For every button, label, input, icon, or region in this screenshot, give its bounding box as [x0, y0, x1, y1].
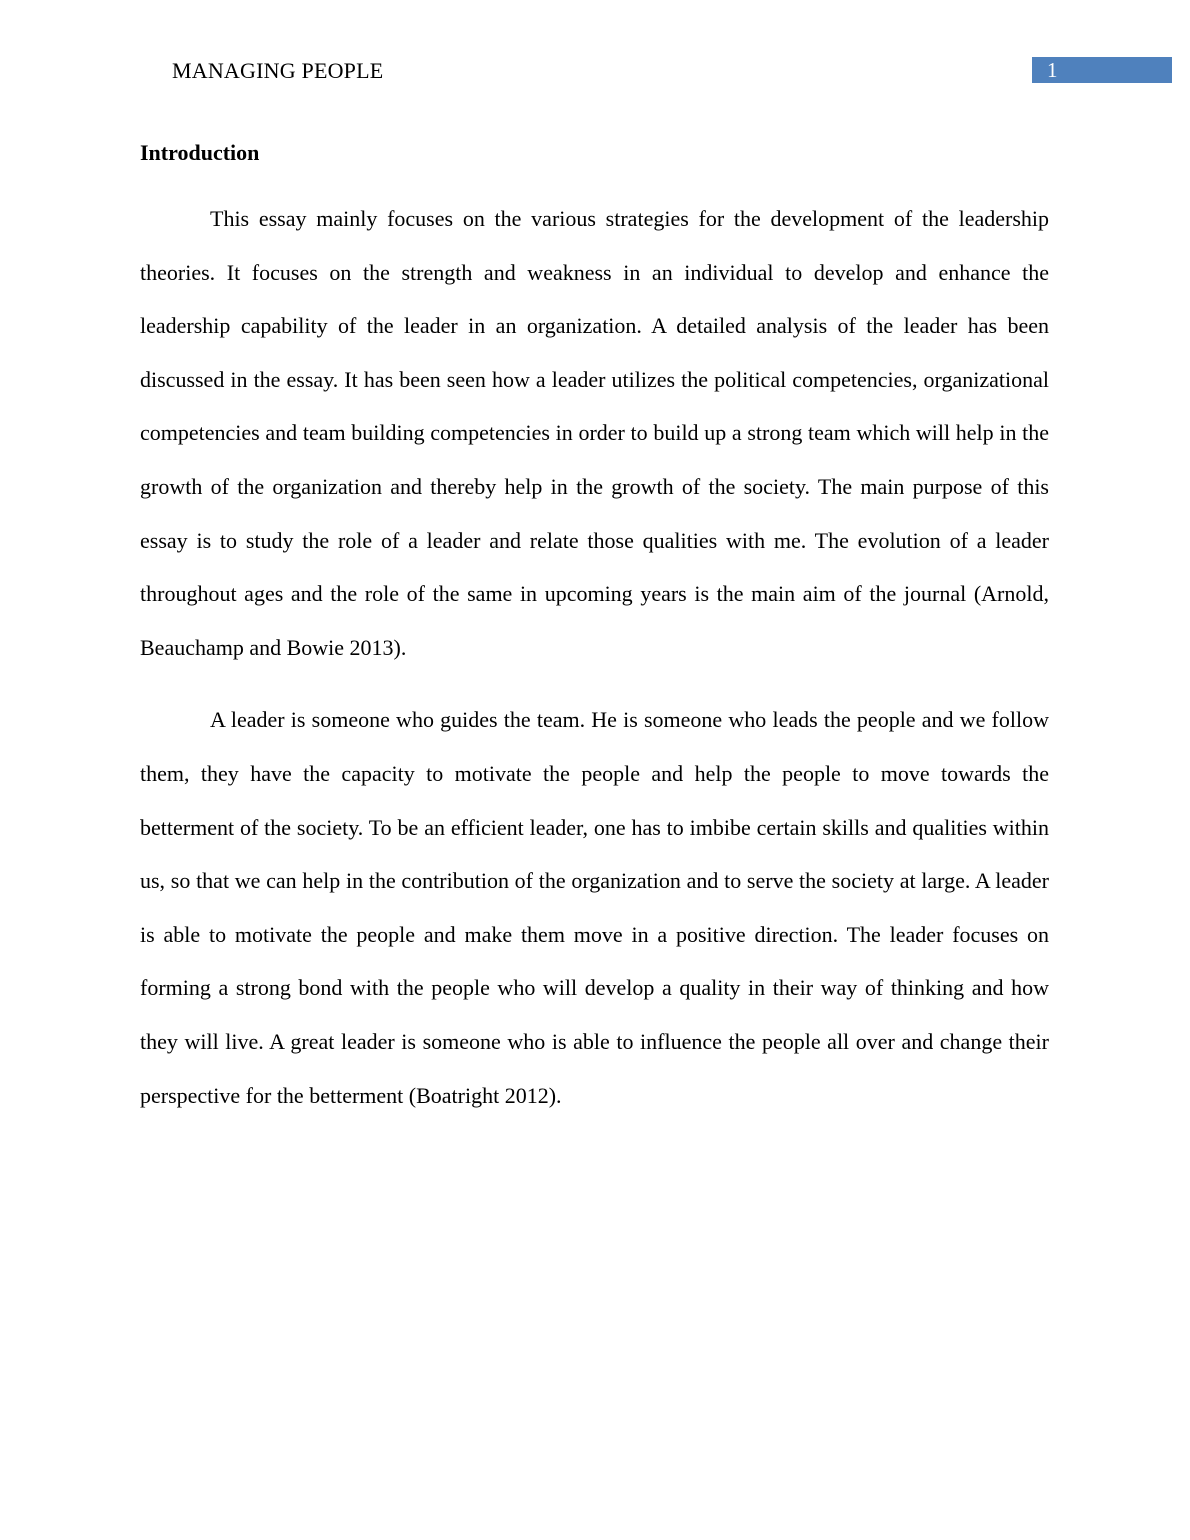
document-body [140, 138, 1049, 1122]
section-heading-introduction: Introduction [140, 140, 260, 165]
running-header-title: MANAGING PEOPLE [172, 58, 384, 83]
introduction-paragraph-2: A leader is someone who guides the team. He is someone who leads the people and we follow them, they have the capacity to motivate the people and help the people to move towards the betterment of the society. To be an efficient leader, one has to imbibe certain skills and qualities within us, so that we can help in the contribution of the organization and to serve the society at large. A leader is able to motivate the people and make them move in a positive direction. The leader focuses on forming a strong bond with the people who will develop a quality in their way of thinking and how they will live. A great leader is someone who is able to influence the people all over and change their perspective for the betterment (Boatright 2012). [140, 707, 1049, 1108]
page-number-badge [1032, 57, 1172, 83]
page-number: 1 [1047, 58, 1058, 82]
introduction-paragraph-1: This essay mainly focuses on the various strategies for the development of the leadership theories. It focuses on the strength and weakness in an individual to develop and enhance the leadership capability of the leader in an organization. A detailed analysis of the leader has been discussed in the essay. It has been seen how a leader utilizes the political competencies, organizational competencies and team building competencies in order to build up a strong team which will help in the growth of the organization and thereby help in the growth of the society. The main purpose of this essay is to study the role of a leader and relate those qualities with me. The evolution of a leader throughout ages and the role of the same in upcoming years is the main aim of the journal (Arnold, Beauchamp and Bowie 2013). [140, 206, 1049, 660]
